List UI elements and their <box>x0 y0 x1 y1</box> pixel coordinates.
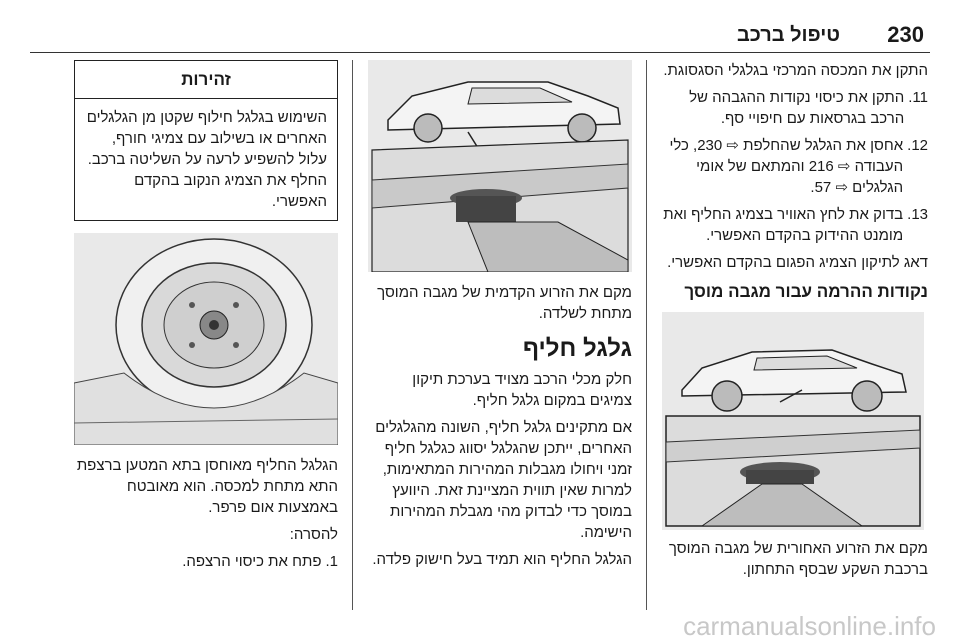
removal-label: להסרה: <box>289 526 338 543</box>
page-number: 230 <box>887 22 924 47</box>
middle-column <box>366 60 632 576</box>
spare-wheel-heading: גלגל חליף <box>522 335 632 362</box>
rear-jack-figure <box>662 312 924 530</box>
warning-title: זהירות <box>75 61 337 99</box>
left-column <box>74 60 338 578</box>
page-title: טיפול ברכב <box>736 24 840 46</box>
warning-text: השימוש בגלגל חילוף שקטן מן הגלגלים האחרים או בשילוב עם צמיגי חורף, עלול להשפיע לרעה על השליטה ברכב. החלף את הצמיג הנקוב בהקדם האפשרי. <box>86 109 327 210</box>
right-column <box>656 60 928 586</box>
intro-text: התקן את המכסה המרכזי בגלגלי הסגסוגת. <box>663 62 928 79</box>
rear-jack-caption: מקם את הזרוע האחורית של מגבה המוסך ברכבת השקע שבסף התחתון. <box>668 540 928 578</box>
lifting-points-heading: נקודות ההרמה עבור מגבה מוסך <box>684 282 928 301</box>
page-header <box>0 0 960 50</box>
spare-wheel-para-3: הגלגל החליף הוא תמיד בעל חישוק פלדה. <box>372 551 632 568</box>
header-rule <box>30 52 930 53</box>
spare-wheel-illustration <box>74 233 338 445</box>
spare-wheel-para-1: חלק מכלי הרכב מצויד בערכת תיקון צמיגים במקום גלגל חליף. <box>412 371 632 409</box>
car-rear-jack-illustration <box>662 312 924 530</box>
repair-note: דאג לתיקון הצמיג הפגום בהקדם האפשרי. <box>667 254 928 271</box>
step-13: 13. בדוק את לחץ האוויר בצמיג החליף ואת מומנט ההידוק בהקדם האפשרי. <box>663 206 928 244</box>
spare-wheel-caption: הגלגל החליף מאוחסן בתא המטען ברצפת התא מתחת למכסה. הוא מאובטח באמצעות אום פרפר. <box>76 457 338 516</box>
column-divider-left <box>352 60 353 610</box>
step-12: 12. אחסן את הגלגל שהחלפת ⇨ 230, כלי העבודה ⇨ 216 והמתאם של אומי הגלגלים ⇨ 57. <box>669 137 928 196</box>
removal-step-1: 1. פתח את כיסוי הרצפה. <box>182 553 338 570</box>
spare-wheel-figure <box>74 233 338 445</box>
spare-wheel-para-2: אם מתקינים גלגל חליף, השונה מהגלגלים האחרים, ייתכן שהגלגל יסווג כגלגל חליף זמני ויחולו מגבלות המהירות המתאימות, למרות שאין תווית המציינת זאת. היוועץ במוסך כדי לבדוק מהי מגבלת המהירות הישימה. <box>375 419 632 541</box>
front-jack-caption: מקם את הזרוע הקדמית של מגבה המוסך מתחת לשלדה. <box>377 284 632 322</box>
warning-box <box>74 60 338 221</box>
column-divider-right <box>646 60 647 610</box>
car-front-jack-illustration <box>368 60 632 272</box>
step-11: 11. התקן את כיסוי נקודות ההגבהה של הרכב בגרסאות עם חיפויי סף. <box>689 89 928 127</box>
front-jack-figure <box>368 60 632 272</box>
watermark: carmanualsonline.info <box>683 611 936 641</box>
